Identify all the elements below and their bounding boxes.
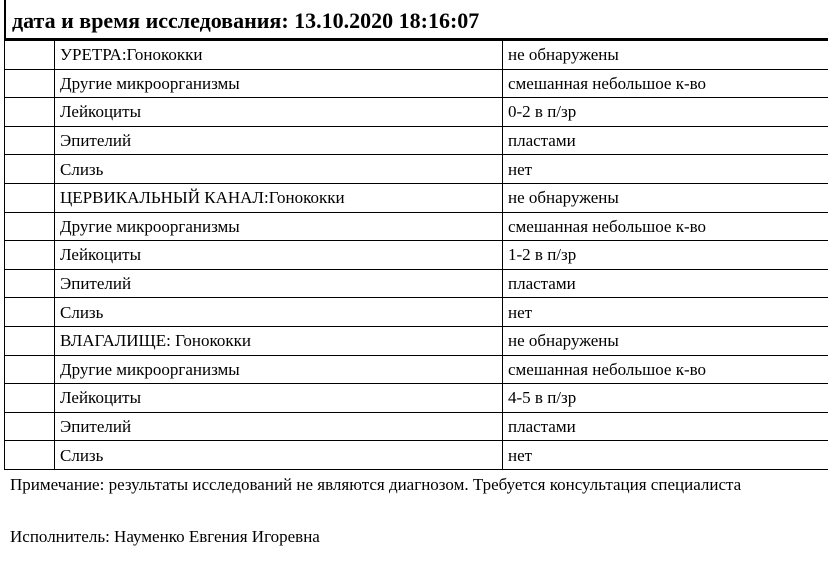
table-row <box>5 326 828 355</box>
table-row <box>5 412 828 441</box>
row-index-cell <box>5 241 55 270</box>
study-header <box>4 0 828 40</box>
table-row <box>5 355 828 384</box>
row-index-cell <box>5 441 55 470</box>
test-result-cell: пластами <box>503 269 828 298</box>
test-result-cell: 0-2 в п/зр <box>503 98 828 127</box>
test-name-cell: Другие микроорганизмы <box>55 355 503 384</box>
row-index-cell <box>5 155 55 184</box>
test-name-cell: Слизь <box>55 441 503 470</box>
test-name-cell: ЦЕРВИКАЛЬНЫЙ КАНАЛ:Гонококки <box>55 183 503 212</box>
test-name-cell: Слизь <box>55 155 503 184</box>
test-name-cell: Эпителий <box>55 412 503 441</box>
test-result-cell: смешанная небольшое к-во <box>503 355 828 384</box>
test-name-cell: Лейкоциты <box>55 98 503 127</box>
table-row <box>5 98 828 127</box>
test-name-cell: Слизь <box>55 298 503 327</box>
test-result-cell: пластами <box>503 412 828 441</box>
row-index-cell <box>5 384 55 413</box>
test-result-cell: не обнаружены <box>503 326 828 355</box>
test-name-cell: Эпителий <box>55 126 503 155</box>
test-result-cell: нет <box>503 441 828 470</box>
table-row <box>5 212 828 241</box>
row-index-cell <box>5 269 55 298</box>
table-row <box>5 183 828 212</box>
test-result-cell: смешанная небольшое к-во <box>503 212 828 241</box>
row-index-cell <box>5 126 55 155</box>
table-row <box>5 155 828 184</box>
row-index-cell <box>5 41 55 70</box>
test-name-cell: Другие микроорганизмы <box>55 69 503 98</box>
results-table <box>4 40 828 470</box>
row-index-cell <box>5 98 55 127</box>
test-name-cell: Лейкоциты <box>55 384 503 413</box>
table-row <box>5 298 828 327</box>
row-index-cell <box>5 69 55 98</box>
row-index-cell <box>5 212 55 241</box>
test-name-cell: Другие микроорганизмы <box>55 212 503 241</box>
test-result-cell: нет <box>503 155 828 184</box>
test-result-cell: пластами <box>503 126 828 155</box>
test-result-cell: не обнаружены <box>503 41 828 70</box>
disclaimer-note: Примечание: результаты исследований не являются диагнозом. Требуется консультация специалиста <box>10 475 742 494</box>
test-result-cell: 4-5 в п/зр <box>503 384 828 413</box>
executor-line: Исполнитель: Науменко Евгения Игоревна <box>10 527 320 546</box>
test-name-cell: Лейкоциты <box>55 241 503 270</box>
test-name-cell: УРЕТРА:Гонококки <box>55 41 503 70</box>
table-row <box>5 41 828 70</box>
table-row <box>5 126 828 155</box>
test-name-cell: Эпителий <box>55 269 503 298</box>
table-row <box>5 441 828 470</box>
table-row <box>5 69 828 98</box>
row-index-cell <box>5 298 55 327</box>
row-index-cell <box>5 412 55 441</box>
row-index-cell <box>5 183 55 212</box>
test-name-cell: ВЛАГАЛИЩЕ: Гонококки <box>55 326 503 355</box>
row-index-cell <box>5 355 55 384</box>
table-row <box>5 241 828 270</box>
test-result-cell: смешанная небольшое к-во <box>503 69 828 98</box>
study-datetime-title: дата и время исследования: 13.10.2020 18:16:07 <box>12 8 480 33</box>
table-row <box>5 269 828 298</box>
test-result-cell: нет <box>503 298 828 327</box>
table-row <box>5 384 828 413</box>
test-result-cell: 1-2 в п/зр <box>503 241 828 270</box>
row-index-cell <box>5 326 55 355</box>
test-result-cell: не обнаружены <box>503 183 828 212</box>
